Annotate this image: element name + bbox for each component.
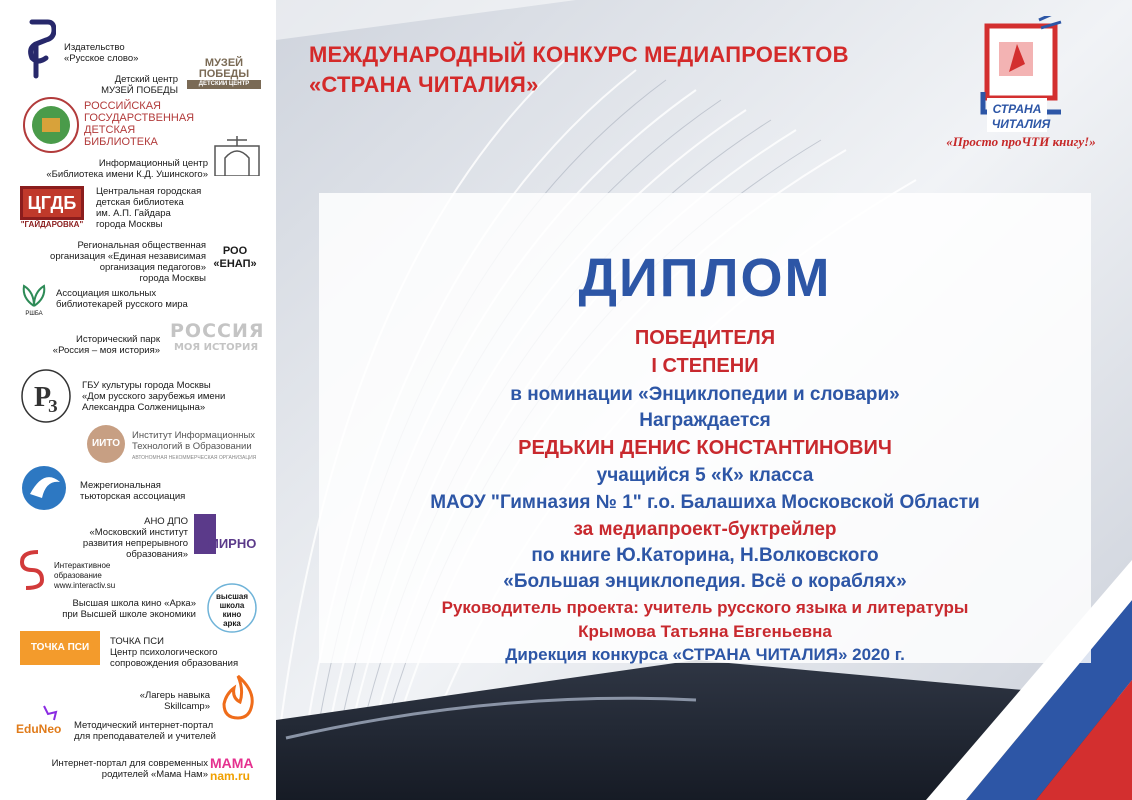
- sponsor-interactiv: Интерактивное образование www.interactiv.su: [54, 561, 116, 590]
- book-title: «Большая энциклопедия. Всё о кораблях»: [503, 571, 907, 592]
- psi-logo: ТОЧКА ПСИ: [20, 631, 100, 665]
- sponsor-rshba: Ассоциация школьных библиотекарей русского мира: [56, 288, 188, 310]
- interactiv-logo-icon: [20, 548, 44, 590]
- russkoe-slovo-logo: [24, 18, 56, 80]
- rshba-leaf-icon: [20, 282, 48, 308]
- sponsor-arka: Высшая школа кино «Арка» при Высшей школе экономики: [62, 598, 196, 620]
- awarded-label: Награждается: [639, 410, 771, 431]
- ushinsky-gate-icon: [213, 134, 261, 176]
- mirno-logo: МИРНО: [194, 514, 262, 554]
- museum-logo: МУЗЕЙ ПОБЕДЫ ДЕТСКИЙ ЦЕНТР: [187, 58, 261, 94]
- svg-text:ЧИТАЛИЯ: ЧИТАЛИЯ: [991, 117, 1051, 131]
- student-class: учащийся 5 «К» класса: [596, 465, 814, 486]
- winner-label: ПОБЕДИТЕЛЯ: [634, 327, 776, 349]
- strana-chitalia-logo-icon: [921, 16, 1121, 134]
- supervisor-role: Руководитель проекта: учитель русского языка и литературы: [441, 598, 969, 617]
- degree-label: I СТЕПЕНИ: [651, 355, 759, 377]
- sponsor-dom: ГБУ культуры города Москвы «Дом русского зарубежья имени Александра Солженицына»: [82, 380, 226, 413]
- enap-logo: РОО «ЕНАП»: [213, 245, 257, 270]
- contest-title: [309, 40, 969, 100]
- sponsors-column: [0, 0, 276, 800]
- rgdb-emblem: [22, 96, 80, 154]
- dom-zarubezhya-emblem: [20, 368, 72, 424]
- nomination: в номинации «Энциклопедии и словари»: [510, 384, 900, 405]
- supervisor-name: Крымова Татьяна Евгеньевна: [578, 622, 832, 641]
- slogan: «Просто проЧТИ книгу!»: [946, 134, 1096, 149]
- sponsor-ito: Институт Информационных Технологий в Образовании: [132, 430, 256, 452]
- diploma-title: ДИПЛОМ: [578, 248, 832, 308]
- sponsor-skillcamp: «Лагерь навыка Skillcamp»: [139, 690, 210, 712]
- sponsor-mama: Интернет-портал для современных родителей «Мама Нам»: [51, 758, 208, 780]
- sponsor-cgdb: Центральная городская детская библиотека им. А.П. Гайдара города Москвы: [96, 186, 202, 230]
- awardee-name: РЕДЬКИН ДЕНИС КОНСТАНТИНОВИЧ: [518, 437, 892, 459]
- svg-text:СТРАНА: СТРАНА: [992, 102, 1042, 116]
- cgdb-logo: ЦГДБ "ГАЙДАРОВКА": [20, 186, 84, 228]
- arka-logo: высшая школа кино арка: [216, 592, 248, 628]
- sponsor-ushinsky: Информационный центр «Библиотека имени К.Д. Ушинского»: [46, 158, 208, 180]
- contest-title-line1: МЕЖДУНАРОДНЫЙ КОНКУРС МЕДИАПРОЕКТОВ: [309, 42, 849, 67]
- park-logo: РОССИЯ МОЯ ИСТОРИЯ: [170, 320, 265, 353]
- sponsor-ito-sub: АВТОНОМНАЯ НЕКОММЕРЧЕСКАЯ ОРГАНИЗАЦИЯ: [132, 455, 257, 461]
- school-name: МАОУ "Гимназия № 1" г.о. Балашиха Московской Области: [430, 492, 980, 513]
- mama-logo: МАМА nam.ru: [210, 755, 254, 783]
- sponsor-russkoe-slovo: Издательство «Русское слово»: [64, 42, 139, 64]
- sponsor-eduneo: Методический интернет-портал для преподавателей и учителей: [74, 720, 216, 742]
- eduneo-logo: EduNeo: [16, 722, 62, 736]
- project-type: за медиапроект-буктрейлер: [573, 519, 837, 540]
- svg-text:Р: Р: [34, 382, 52, 413]
- sponsor-tutor: Межрегиональная тьюторская ассоциация: [80, 480, 186, 502]
- sponsor-psi: ТОЧКА ПСИ Центр психологического сопровождения образования: [110, 636, 239, 669]
- rshba-logo-label: РШБА: [25, 311, 43, 317]
- svg-text:З: З: [48, 396, 58, 416]
- sponsor-enap: Региональная общественная организация «Единая независимая организация педагогов» города Москвы: [50, 240, 206, 284]
- sponsor-museum-text: Детский центр МУЗЕЙ ПОБЕДЫ: [101, 74, 178, 96]
- certificate-area: [276, 0, 1132, 800]
- skillcamp-flame-icon: [216, 672, 260, 722]
- book-authors: по книге Ю.Каторина, Н.Волковского: [531, 545, 879, 566]
- sponsor-park: Исторический парк «Россия – моя история»: [52, 334, 160, 356]
- directorate: Дирекция конкурса «СТРАНА ЧИТАЛИЯ» 2020 г.: [505, 645, 905, 664]
- sponsor-mirno: АНО ДПО «Московский институт развития непрерывного образования»: [82, 516, 188, 560]
- tutor-association-icon: [20, 464, 70, 512]
- ito-logo: ИИТО: [91, 438, 120, 449]
- strana-chitalia-badge: [921, 16, 1121, 156]
- sponsor-rgdb: РОССИЙСКАЯ ГОСУДАРСТВЕННАЯ ДЕТСКАЯ БИБЛИОТЕКА: [84, 100, 195, 148]
- contest-title-line2: «СТРАНА ЧИТАЛИЯ»: [309, 72, 539, 97]
